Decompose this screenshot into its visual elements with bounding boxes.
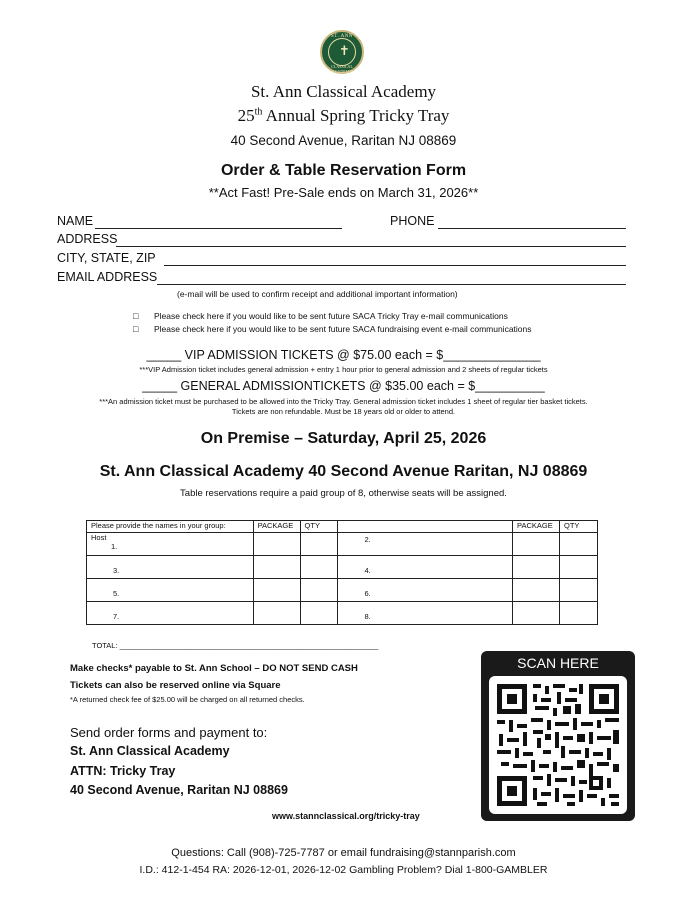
package-header-right: PACKAGE [513, 521, 560, 533]
guest-cell[interactable] [337, 533, 513, 556]
package-cell[interactable] [253, 556, 300, 579]
host-label: Host [91, 533, 107, 542]
event-number-suffix: th [254, 106, 263, 118]
table-row [87, 579, 598, 602]
table-row [87, 556, 598, 579]
vip-ticket-line[interactable]: _____ VIP ADMISSION TICKETS @ $75.00 each = $______________ [146, 348, 541, 362]
school-name: St. Ann Classical Academy [250, 82, 437, 101]
questions-contact: Questions: Call (908)-725-7787 or email fundraising@stannparish.com [171, 847, 516, 859]
qty-header: QTY [300, 521, 337, 533]
checkbox-fundraising-label: Please check here if you would like to be sent future SACA fundraising event e-mail communications [154, 324, 532, 334]
table-row [87, 533, 598, 556]
mail-address-line-1: St. Ann Classical Academy [70, 744, 230, 758]
guest-number: 1. [111, 542, 118, 551]
address-label: ADDRESS [57, 232, 118, 246]
qty-cell[interactable] [300, 602, 337, 625]
school-logo [320, 30, 364, 74]
guest-number: 4. [364, 566, 371, 575]
qty-cell[interactable] [300, 533, 337, 556]
guest-number: 2. [364, 535, 371, 544]
event-title [0, 106, 687, 126]
form-title: Order & Table Reservation Form [220, 162, 467, 179]
scan-here-label: SCAN HERE [517, 655, 599, 671]
package-cell[interactable] [513, 579, 560, 602]
package-cell[interactable] [513, 533, 560, 556]
website-link[interactable]: www.stannclassical.org/tricky-tray [272, 811, 420, 821]
general-ticket-note-1: ***An admission ticket must be purchased to be allowed into the Tricky Tray. General admission ticket includes 1 sheet of regular tier basket tickets. [99, 397, 588, 406]
returned-check-fee: *A returned check fee of $25.00 will be charged on all returned checks. [70, 695, 305, 704]
email-note: (e-mail will be used to confirm receipt and additional important information) [177, 289, 458, 299]
qty-cell[interactable] [560, 579, 598, 602]
guest-cell[interactable] [87, 602, 254, 625]
guest-number: 8. [364, 612, 371, 621]
send-to-label: Send order forms and payment to: [70, 725, 268, 740]
package-cell[interactable] [253, 579, 300, 602]
checkbox-fundraising[interactable]: □ [133, 324, 139, 334]
cross-icon: ✝ [339, 44, 350, 59]
event-number: 25 [237, 106, 255, 125]
reservation-table [86, 520, 598, 625]
guest-number: 5. [113, 589, 120, 598]
guest-cell[interactable] [337, 579, 513, 602]
qty-cell[interactable] [560, 602, 598, 625]
phone-label: PHONE [390, 214, 435, 228]
name-label: NAME [57, 214, 94, 228]
online-note: Tickets can also be reserved online via Square [70, 680, 281, 691]
guest-cell[interactable] [87, 579, 254, 602]
package-cell[interactable] [253, 533, 300, 556]
check-instructions: Make checks* payable to St. Ann School – DO NOT SEND CASH [70, 663, 358, 674]
guest-number: 7. [113, 612, 120, 621]
mail-address-line-2: ATTN: Tricky Tray [70, 764, 176, 778]
logo-bottom-text: CLASSICAL ACADEMY [331, 64, 353, 74]
qty-cell[interactable] [300, 556, 337, 579]
table-header-row [87, 521, 598, 533]
package-cell[interactable] [253, 602, 300, 625]
table-row [87, 602, 598, 625]
logo-top-text: ST. ANN [330, 34, 354, 39]
package-cell[interactable] [513, 556, 560, 579]
package-header: PACKAGE [253, 521, 300, 533]
qty-cell[interactable] [560, 556, 598, 579]
qty-cell[interactable] [300, 579, 337, 602]
presale-notice: **Act Fast! Pre-Sale ends on March 31, 2026** [208, 185, 479, 200]
general-ticket-note-2: Tickets are non refundable. Must be 18 years old or older to attend. [231, 407, 456, 416]
qty-header-right: QTY [560, 521, 598, 533]
total-line[interactable]: TOTAL: ______________________________________________________________ [92, 641, 379, 650]
event-location: St. Ann Classical Academy 40 Second Avenue Raritan, NJ 08869 [99, 463, 588, 480]
names-header: Please provide the names in your group: [87, 521, 254, 533]
qty-cell[interactable] [560, 533, 598, 556]
license-info: I.D.: 412-1-454 RA: 2026-12-01, 2026-12-02 Gambling Problem? Dial 1-800-GAMBLER [139, 864, 548, 876]
general-ticket-line[interactable]: _____ GENERAL ADMISSIONTICKETS @ $35.00 each = $__________ [142, 379, 545, 393]
city-label: CITY, STATE, ZIP [57, 251, 156, 265]
address-field[interactable] [116, 246, 626, 247]
email-label: EMAIL ADDRESS [57, 270, 158, 284]
guest-cell[interactable] [337, 556, 513, 579]
guest-number: 6. [364, 589, 371, 598]
event-date: On Premise – Saturday, April 25, 2026 [200, 430, 487, 447]
checkbox-tricky-tray-label: Please check here if you would like to be sent future SACA Tricky Tray e-mail communications [154, 311, 508, 321]
city-field[interactable] [164, 265, 626, 266]
guest-cell[interactable] [87, 556, 254, 579]
names-header-right [337, 521, 513, 533]
package-cell[interactable] [513, 602, 560, 625]
event-title-rest: Annual Spring Tricky Tray [262, 106, 450, 125]
guest-number: 3. [113, 566, 120, 575]
qr-code-icon[interactable] [497, 684, 619, 806]
email-field[interactable] [157, 284, 626, 285]
name-field[interactable] [95, 228, 342, 229]
mail-address-line-3: 40 Second Avenue, Raritan NJ 08869 [70, 783, 288, 797]
checkbox-tricky-tray[interactable]: □ [133, 311, 139, 321]
guest-cell[interactable] [337, 602, 513, 625]
guest-cell[interactable] [87, 533, 254, 556]
vip-ticket-note: ***VIP Admission ticket includes general admission + entry 1 hour prior to general admission and 2 sheets of regular tickets [139, 365, 548, 374]
reservation-note: Table reservations require a paid group of 8, otherwise seats will be assigned. [180, 488, 507, 499]
phone-field[interactable] [438, 228, 626, 229]
event-address: 40 Second Avenue, Raritan NJ 08869 [230, 133, 457, 148]
